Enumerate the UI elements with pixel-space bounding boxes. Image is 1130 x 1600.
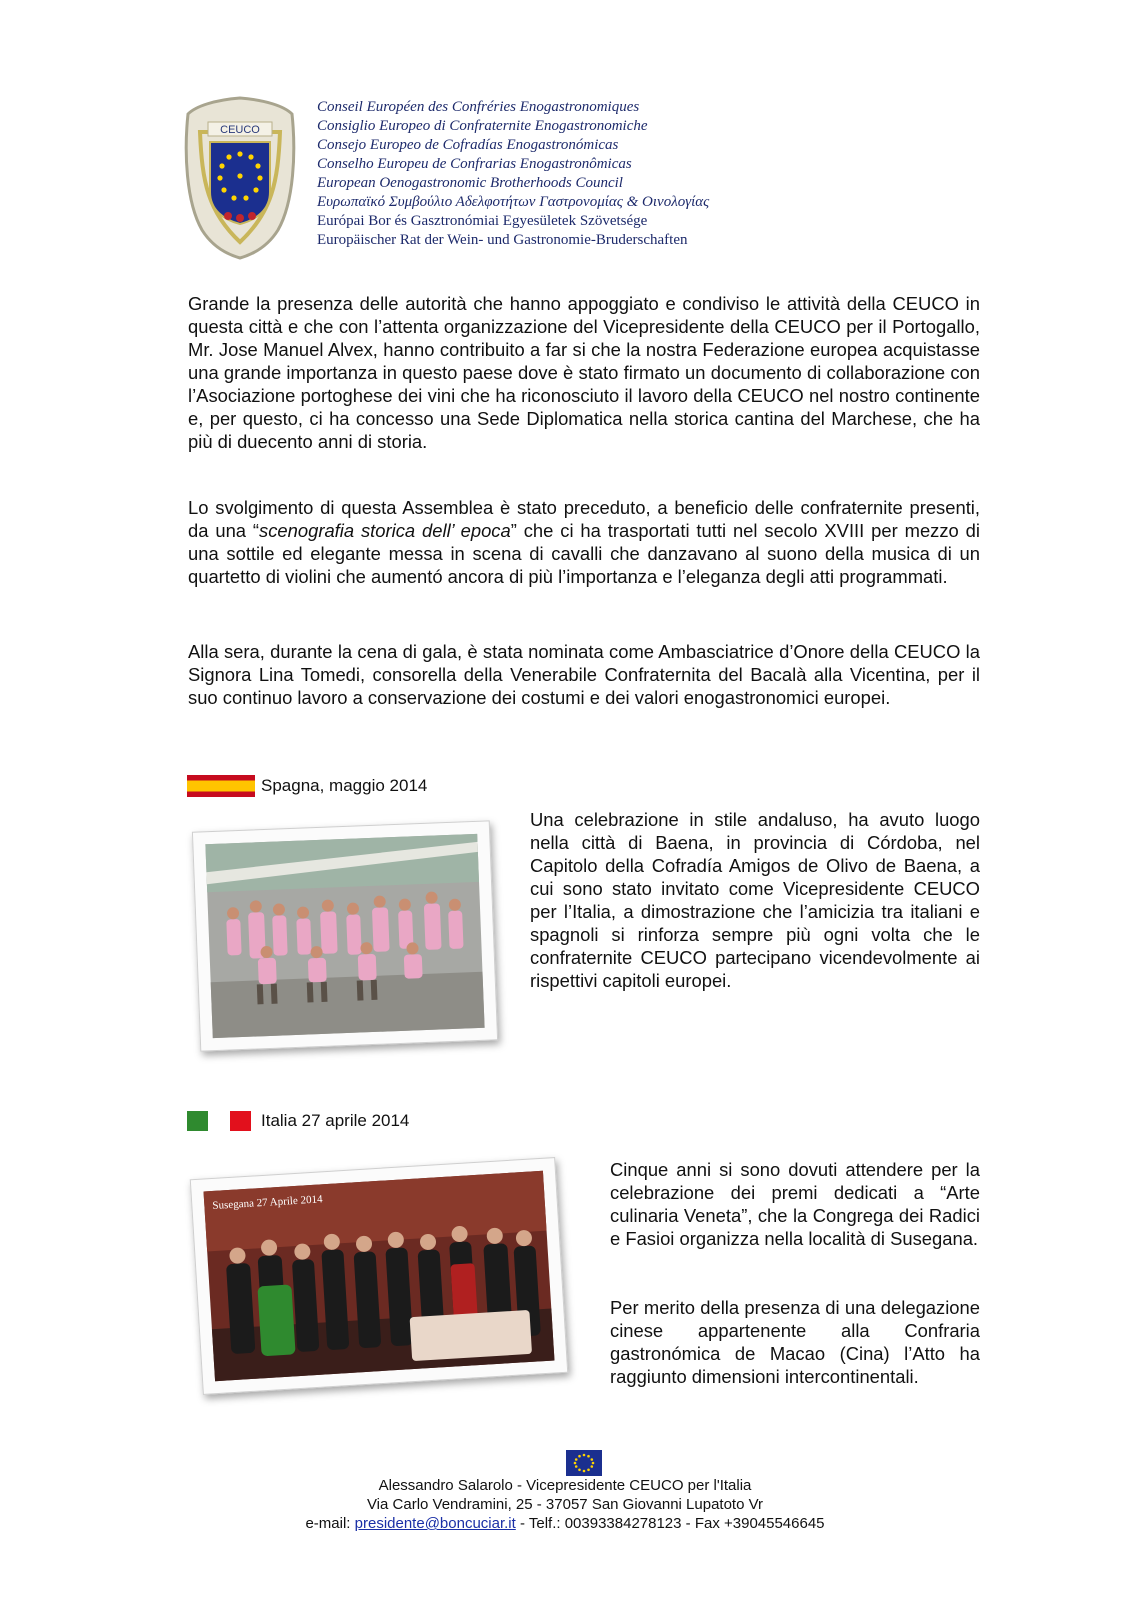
org-name-el: Ευρωπαϊκό Συμβούλιο Αδελφοτήτων Γαστρονομίας & Οινολογίας [317,194,710,210]
org-name-en: European Oenogastronomic Brotherhoods Council [317,175,623,191]
footer-email-label: e-mail: [305,1515,355,1532]
italy-heading [187,1111,409,1131]
footer-address-line: Via Carlo Vendramini, 25 - 37057 San Giovanni Lupatoto Vr [366,1496,764,1513]
org-name-hu: Európai Bor és Gasztronómiai Egyesületek Szövetsége [317,213,648,229]
italy-heading-text: Italia 27 aprile 2014 [261,1111,410,1130]
paragraph-assembly-part2: ” che ci ha trasportati tutti nel secolo XVIII per mezzo di una sottile ed elegante messa in scena di cavalli che danzavano al suono della musica di un quartetto di violini che aumentó ancora di più l’importanza e l’eleganza degli atti programmati. [188,520,980,587]
organization-names [317,98,709,250]
footer-contact-line [0,1514,1130,1533]
paragraph-assembly-italic: scenografia storica dell’ epoca [259,520,511,541]
footer-email-link[interactable]: presidente@boncuciar.it [354,1515,516,1532]
spain-flag-icon [187,775,255,797]
paragraph-assembly-part1: Lo svolgimento di questa Assemblea è stato preceduto, a beneficio delle confraternite presenti, da una “ [188,497,980,541]
svg-text:CEUCO: CEUCO [220,124,260,136]
footer [0,1476,1130,1533]
paragraph-assembly [188,496,980,588]
spain-photo [192,820,498,1051]
footer-name-line: Alessandro Salarolo - Vicepresidente CEUCO per l'Italia [378,1477,752,1494]
italy-text-2: Per merito della presenza di una delegazione cinese appartenente alla Confraria gastronómica de Macao (Cina) l’Atto ha raggiunto dimensioni intercontinentali. [610,1297,980,1387]
footer-phone: - Telf.: 00393384278123 - Fax +39045546645 [515,1515,825,1532]
italy-text-1: Cinque anni si sono dovuti attendere per la celebrazione dei premi dedicati a “Arte culinaria Veneta”, che la Congrega dei Radici e Fasioi organizza nella località di Susegana. [610,1159,980,1249]
ceuco-logo [180,92,300,260]
italy-photo [190,1157,569,1395]
org-name-es: Consejo Europeo de Cofradías Enogastronómicas [317,137,619,153]
italy-flag-icon [187,1111,251,1131]
org-name-de: Europäischer Rat der Wein- und Gastronomie-Bruderschaften [317,232,688,248]
org-name-it: Consiglio Europeo di Confraternite Enogastronomiche [317,118,648,134]
spain-heading [187,775,427,797]
spain-text: Una celebrazione in stile andaluso, ha avuto luogo nella città di Baena, in provincia di Córdoba, nel Capitolo della Cofradía Amigos de Olivo de Baena, a cui sono stato invitato come Vicepresidente CEUCO per l’Italia, a dimostrazione che l’amicizia tra italiani e spagnoli si rinforza sempre più ogni volta che le confraternite CEUCO partecipano vicendevolmente ai rispettivi capitoli europei. [530,809,980,991]
paragraph-gala: Alla sera, durante la cena di gala, è stata nominata come Ambasciatrice d’Onore della CEUCO la Signora Lina Tomedi, consorella della Venerabile Confraternita del Bacalà alla Vicentina, per il suo continuo lavoro a conservazione dei costumi e dei valori enogastronomici europei. [188,641,980,708]
org-name-fr: Conseil Européen des Confréries Enogastronomiques [317,99,640,115]
spain-heading-text: Spagna, maggio 2014 [261,776,428,795]
italy-photo-caption: Susegana 27 Aprile 2014 [212,1193,323,1213]
eu-flag-icon [566,1450,602,1476]
org-name-pt: Conselho Europeu de Confrarias Enogastronômicas [317,156,632,172]
paragraph-portugal: Grande la presenza delle autorità che hanno appoggiato e condiviso le attività della CEUCO in questa città e che con l’attenta organizzazione del Vicepresidente della CEUCO per il Portogallo, Mr. Jose Manuel Alvex, hanno contribuito a far si che la nostra Federazione europea acquistasse una grande importanza in questo paese dove è stato firmato un documento di collaborazione con l’Asociazione portoghese dei vini che ha riconosciuto il lavoro della CEUCO nel nostro continente e, per questo, ci ha concesso una Sede Diplomatica nella storica cantina del Marchese, che ha più di duecento anni di storia. [188,293,980,452]
